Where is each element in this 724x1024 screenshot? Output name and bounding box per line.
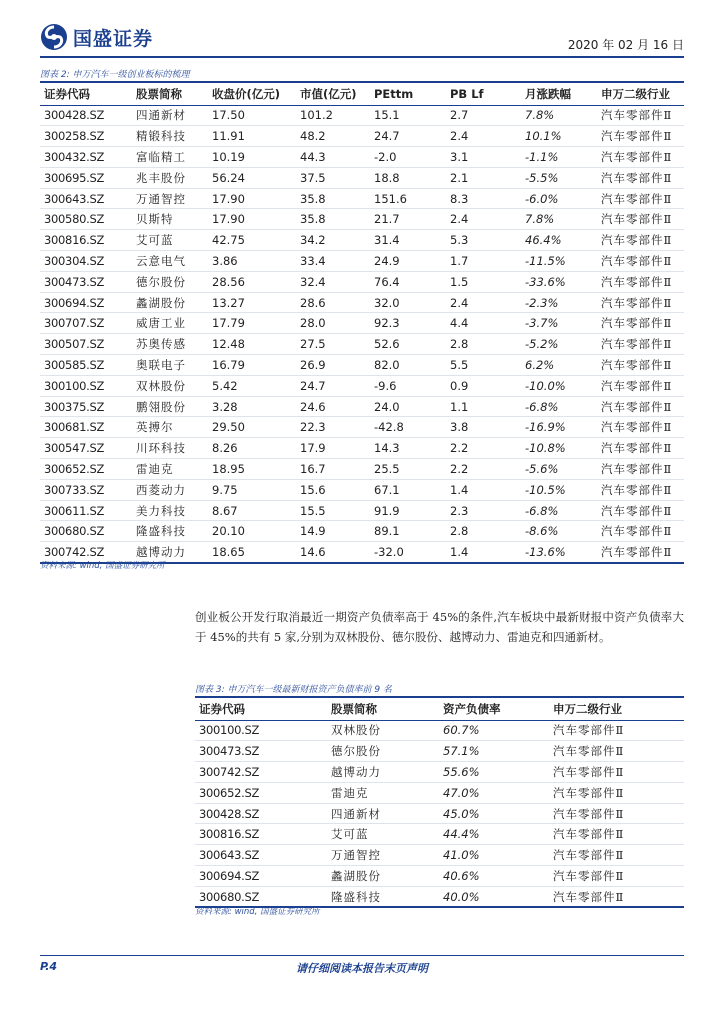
table1-caption: 图表 2: 申万汽车一级创业板标的梳理 [40,70,190,80]
column-header: PEttm [374,86,414,101]
table-cell: 18.65 [208,542,296,563]
table-cell: 18.8 [370,167,446,188]
table-cell: -10.8% [521,438,597,459]
table-cell: 10.1% [521,126,597,147]
table-cell: 12.48 [208,334,296,355]
table-cell: 89.1 [370,521,446,542]
table-cell: 82.0 [370,355,446,376]
table-row [40,500,684,521]
table-cell: 44.4% [439,824,549,845]
table-row [40,126,684,147]
table-cell: 万通智控 [327,845,439,866]
table-cell: 32.4 [296,271,370,292]
table-cell: 6.2% [521,355,597,376]
table-cell: 7.8% [521,105,597,126]
table-cell: 16.79 [208,355,296,376]
table-cell: 300733.SZ [40,479,132,500]
table-row [40,479,684,500]
table-cell: 8.3 [446,188,521,209]
table-cell: 美力科技 [132,500,208,521]
table-cell: 300375.SZ [40,396,132,417]
column-header: 资产负债率 [443,701,501,716]
table-cell: 92.3 [370,313,446,334]
table-cell: 24.7 [370,126,446,147]
table-cell: 苏奥传感 [132,334,208,355]
table-cell: 西菱动力 [132,479,208,500]
table-cell: 28.0 [296,313,370,334]
table-cell: 5.42 [208,375,296,396]
table-cell: -32.0 [370,542,446,563]
column-header: 申万二级行业 [601,86,670,101]
table-cell: 10.19 [208,147,296,168]
table2-caption: 图表 3: 申万汽车一级最新财报资产负债率前 9 名 [195,685,392,695]
table-cell: 万通智控 [132,188,208,209]
table-row [40,167,684,188]
table-cell: 1.4 [446,542,521,563]
company-logo-icon [40,23,68,51]
table-cell: 四通新材 [132,105,208,126]
company-name: 国盛证券 [73,27,154,50]
table-cell: 汽车零部件Ⅱ [597,147,684,168]
table-cell: 300100.SZ [40,375,132,396]
table-cell: 隆盛科技 [327,886,439,907]
table-cell: 300585.SZ [40,355,132,376]
table-cell: 汽车零部件Ⅱ [597,292,684,313]
table-cell: -10.5% [521,479,597,500]
table-cell: 17.9 [296,438,370,459]
table-cell: 300694.SZ [195,866,327,887]
table-cell: 1.7 [446,251,521,272]
table-cell: 汽车零部件Ⅱ [597,313,684,334]
table-cell: 2.8 [446,521,521,542]
table-cell: 2.8 [446,334,521,355]
table-cell: 3.86 [208,251,296,272]
table-cell: 汽车零部件Ⅱ [549,741,684,762]
column-header: 收盘价(亿元) [212,86,281,101]
table-cell: -16.9% [521,417,597,438]
table-cell: 汽车零部件Ⅱ [597,355,684,376]
table-cell: 4.4 [446,313,521,334]
table-row [40,355,684,376]
table-cell: 富临精工 [132,147,208,168]
table-cell: -2.3% [521,292,597,313]
table-cell: 35.8 [296,209,370,230]
table-cell: 5.3 [446,230,521,251]
table-cell: 24.6 [296,396,370,417]
table-cell: 25.5 [370,459,446,480]
company-logo [40,22,153,52]
table-cell: 29.50 [208,417,296,438]
table-cell: 40.0% [439,886,549,907]
table-cell: 8.67 [208,500,296,521]
table-cell: 11.91 [208,126,296,147]
table-cell: 精锻科技 [132,126,208,147]
table-cell: 55.6% [439,762,549,783]
table-cell: 汽车零部件Ⅱ [597,105,684,126]
table-cell: 91.9 [370,500,446,521]
column-header: 股票简称 [136,86,182,101]
column-header: 证券代码 [199,701,245,716]
table-cell: 300473.SZ [40,271,132,292]
table-cell: 24.0 [370,396,446,417]
table-row [40,105,684,126]
table-cell: 17.50 [208,105,296,126]
table-row [40,230,684,251]
table-cell: 艾可蓝 [327,824,439,845]
table-cell: -5.2% [521,334,597,355]
column-header: 月涨跌幅 [525,86,571,101]
table-cell: 汽车零部件Ⅱ [597,375,684,396]
table-row [195,782,684,803]
table-cell: 46.4% [521,230,597,251]
table-cell: 5.5 [446,355,521,376]
table-row [40,313,684,334]
table-cell: 汽车零部件Ⅱ [597,188,684,209]
table-row [40,459,684,480]
table-cell: -11.5% [521,251,597,272]
table-cell: 3.28 [208,396,296,417]
table-cell: 3.8 [446,417,521,438]
table-cell: -3.7% [521,313,597,334]
column-header: 市值(亿元) [300,86,357,101]
table-cell: 蠡湖股份 [132,292,208,313]
table-cell: -5.5% [521,167,597,188]
table-cell: 300742.SZ [195,762,327,783]
table-cell: 雷迪克 [132,459,208,480]
table-row [195,762,684,783]
table-cell: 2.2 [446,438,521,459]
table-cell: 德尔股份 [327,741,439,762]
table-cell: 汽车零部件Ⅱ [549,720,684,741]
table-cell: 汽车零部件Ⅱ [597,459,684,480]
table-cell: 汽车零部件Ⅱ [549,762,684,783]
table-row [40,334,684,355]
table-cell: 21.7 [370,209,446,230]
table-row [40,251,684,272]
table-row [195,741,684,762]
table-cell: 16.7 [296,459,370,480]
table-cell: 汽车零部件Ⅱ [549,782,684,803]
table-cell: 300473.SZ [195,741,327,762]
table-cell: 300695.SZ [40,167,132,188]
table-cell: 17.79 [208,313,296,334]
table-cell: 汽车零部件Ⅱ [597,500,684,521]
table-row [40,271,684,292]
table-cell: 44.3 [296,147,370,168]
table-cell: 1.4 [446,479,521,500]
table-cell: 2.7 [446,105,521,126]
table-cell: 隆盛科技 [132,521,208,542]
table-cell: 14.3 [370,438,446,459]
table-cell: 英搏尔 [132,417,208,438]
table-cell: 300304.SZ [40,251,132,272]
table-cell: 3.1 [446,147,521,168]
table-row [195,866,684,887]
stock-table [40,81,684,564]
table-cell: 300611.SZ [40,500,132,521]
table-cell: -5.6% [521,459,597,480]
table-cell: 18.95 [208,459,296,480]
table-cell: 35.8 [296,188,370,209]
report-date: 2020 年 02 月 16 日 [567,38,684,52]
table-cell: 28.56 [208,271,296,292]
table-cell: 26.9 [296,355,370,376]
table-cell: 四通新材 [327,803,439,824]
table-cell: 300652.SZ [40,459,132,480]
table-cell: 20.10 [208,521,296,542]
stock-table-header [40,82,684,105]
table-cell: 汽车零部件Ⅱ [597,230,684,251]
table-cell: 奥联电子 [132,355,208,376]
header-divider [40,56,684,58]
table-cell: 67.1 [370,479,446,500]
table-cell: 300816.SZ [40,230,132,251]
table-cell: 33.4 [296,251,370,272]
table-cell: 鹏翎股份 [132,396,208,417]
table-cell: 56.24 [208,167,296,188]
table-cell: 24.7 [296,375,370,396]
table-cell: 汽车零部件Ⅱ [597,126,684,147]
table-cell: -9.6 [370,375,446,396]
table-row [40,396,684,417]
table-cell: 47.0% [439,782,549,803]
table-cell: 汽车零部件Ⅱ [549,824,684,845]
table-cell: 42.75 [208,230,296,251]
table-row [40,417,684,438]
table-cell: 76.4 [370,271,446,292]
table-cell: 40.6% [439,866,549,887]
table-row [195,824,684,845]
table-cell: 13.27 [208,292,296,313]
table-cell: 31.4 [370,230,446,251]
table-cell: 7.8% [521,209,597,230]
table-row [195,803,684,824]
table-cell: 汽车零部件Ⅱ [597,417,684,438]
column-header: 证券代码 [44,86,90,101]
table-row [195,845,684,866]
table-cell: 17.90 [208,209,296,230]
table-cell: 24.9 [370,251,446,272]
table-cell: -10.0% [521,375,597,396]
table-cell: 300580.SZ [40,209,132,230]
table-cell: 300507.SZ [40,334,132,355]
table-cell: 17.90 [208,188,296,209]
table-cell: 34.2 [296,230,370,251]
table-cell: 300643.SZ [195,845,327,866]
table-cell: 云意电气 [132,251,208,272]
table-cell: 1.1 [446,396,521,417]
table-cell: -6.8% [521,500,597,521]
table-cell: 2.2 [446,459,521,480]
table-cell: 9.75 [208,479,296,500]
table-cell: 双林股份 [132,375,208,396]
table-cell: 300680.SZ [40,521,132,542]
table-cell: 300547.SZ [40,438,132,459]
table-cell: 汽车零部件Ⅱ [597,396,684,417]
table-cell: 151.6 [370,188,446,209]
table-cell: 41.0% [439,845,549,866]
table-row [40,147,684,168]
table-cell: -6.8% [521,396,597,417]
table-cell: 汽车零部件Ⅱ [597,479,684,500]
table-cell: 15.1 [370,105,446,126]
table-cell: 48.2 [296,126,370,147]
table-row [40,292,684,313]
table-cell: 2.4 [446,292,521,313]
table-cell: 22.3 [296,417,370,438]
body-paragraph: 创业板公开发行取消最近一期资产负债率高于 45%的条件,汽车板块中最新财报中资产负债率大于 45%的共有 5 家,分别为双林股份、德尔股份、越博动力、雷迪克和四通新材。 [195,610,684,644]
table-cell: 汽车零部件Ⅱ [597,271,684,292]
table-cell: 贝斯特 [132,209,208,230]
table-cell: 300432.SZ [40,147,132,168]
table-cell: -2.0 [370,147,446,168]
table-cell: 60.7% [439,720,549,741]
table-cell: 川环科技 [132,438,208,459]
table-row [195,720,684,741]
table-cell: 2.1 [446,167,521,188]
table-cell: 300694.SZ [40,292,132,313]
table-cell: 27.5 [296,334,370,355]
table-cell: -8.6% [521,521,597,542]
table-cell: 2.4 [446,126,521,147]
table-cell: 0.9 [446,375,521,396]
column-header: 股票简称 [331,701,377,716]
table-cell: 汽车零部件Ⅱ [549,866,684,887]
table-cell: 300258.SZ [40,126,132,147]
table-cell: 汽车零部件Ⅱ [597,334,684,355]
table-row [40,375,684,396]
table-cell: 蠡湖股份 [327,866,439,887]
table-cell: 52.6 [370,334,446,355]
table-cell: 15.6 [296,479,370,500]
table-cell: 300100.SZ [195,720,327,741]
debt-ratio-table-header [195,697,684,720]
table-cell: 300816.SZ [195,824,327,845]
table-cell: -33.6% [521,271,597,292]
table1-source: 资料来源: wind, 国盛证券研究所 [40,561,165,571]
table-cell: 汽车零部件Ⅱ [597,521,684,542]
table-cell: 14.9 [296,521,370,542]
table-row [40,188,684,209]
table-cell: -6.0% [521,188,597,209]
table-cell: -42.8 [370,417,446,438]
table-cell: 汽车零部件Ⅱ [549,803,684,824]
table-cell: 300681.SZ [40,417,132,438]
table-cell: 威唐工业 [132,313,208,334]
table-row [40,209,684,230]
column-header: PB Lf [450,86,484,101]
table-cell: -1.1% [521,147,597,168]
column-header: 申万二级行业 [553,701,622,716]
table-cell: 300428.SZ [40,105,132,126]
footer-disclaimer: 请仔细阅读本报告末页声明 [296,962,428,975]
table-cell: 37.5 [296,167,370,188]
table-cell: 1.5 [446,271,521,292]
table-cell: 300643.SZ [40,188,132,209]
table-cell: 汽车零部件Ⅱ [597,251,684,272]
table-cell: -13.6% [521,542,597,563]
page-number: P.4 [40,960,58,973]
table-cell: 汽车零部件Ⅱ [549,886,684,907]
table-cell: 101.2 [296,105,370,126]
table-cell: 14.6 [296,542,370,563]
table-row [40,438,684,459]
table-cell: 300652.SZ [195,782,327,803]
table-cell: 兆丰股份 [132,167,208,188]
debt-ratio-table [195,696,684,908]
table-cell: 300428.SZ [195,803,327,824]
table-cell: 汽车零部件Ⅱ [597,542,684,563]
table-cell: 雷迪克 [327,782,439,803]
table-cell: 汽车零部件Ⅱ [549,845,684,866]
table2-source: 资料来源: wind, 国盛证券研究所 [195,907,320,917]
table-cell: 8.26 [208,438,296,459]
table-cell: 艾可蓝 [132,230,208,251]
table-cell: 越博动力 [327,762,439,783]
table-cell: 2.4 [446,209,521,230]
table-cell: 汽车零部件Ⅱ [597,167,684,188]
table-row [40,521,684,542]
table-cell: 57.1% [439,741,549,762]
table-cell: 15.5 [296,500,370,521]
table-cell: 汽车零部件Ⅱ [597,438,684,459]
table-cell: 32.0 [370,292,446,313]
table-cell: 28.6 [296,292,370,313]
table-cell: 越博动力 [132,542,208,563]
table-cell: 45.0% [439,803,549,824]
table-cell: 300742.SZ [40,542,132,563]
footer-divider [40,955,684,956]
table-cell: 300680.SZ [195,886,327,907]
table-cell: 300707.SZ [40,313,132,334]
table-cell: 双林股份 [327,720,439,741]
table-cell: 2.3 [446,500,521,521]
table-cell: 德尔股份 [132,271,208,292]
table-cell: 汽车零部件Ⅱ [597,209,684,230]
